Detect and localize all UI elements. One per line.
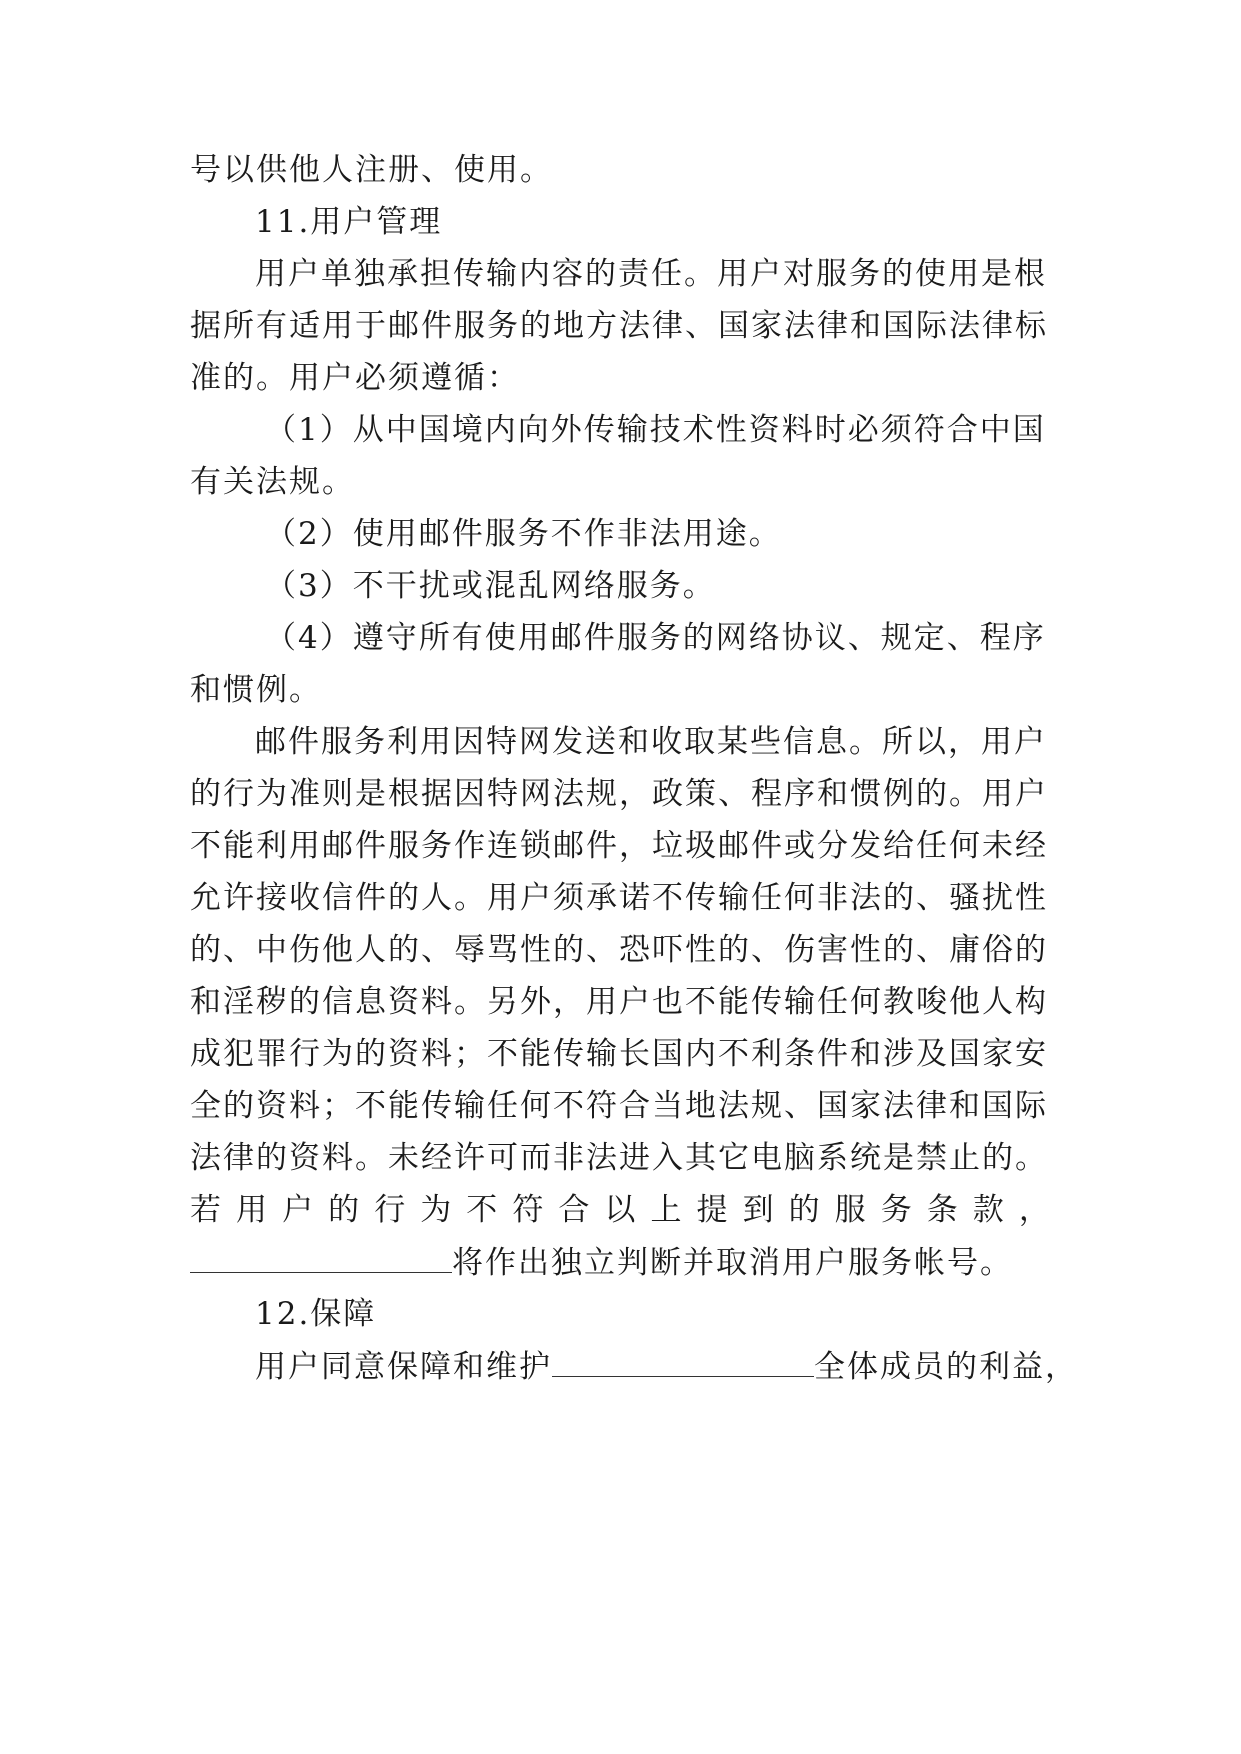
- text-char: 服: [834, 1192, 866, 1228]
- text-line: 用户单独承担传输内容的责任。用户对服务的使用是根: [255, 256, 1047, 292]
- text-char: 款: [972, 1192, 1004, 1228]
- text-fragment: 全体成员的利益，: [814, 1349, 1078, 1385]
- text-char: 到: [742, 1192, 774, 1228]
- text-line: [190, 1242, 1050, 1282]
- text-line: 的、中伤他人的、辱骂性的、恐吓性的、伤害性的、庸俗的: [190, 932, 1048, 968]
- fill-in-blank: [190, 1242, 452, 1273]
- list-item: （3）不干扰或混乱网络服务。: [265, 568, 716, 604]
- text-line: 和惯例。: [190, 672, 322, 708]
- text-line: 准的。用户必须遵循：: [190, 360, 520, 396]
- text-char: 务: [880, 1192, 912, 1228]
- text-line: 有关法规。: [190, 464, 355, 500]
- text-char: ，: [1018, 1192, 1050, 1228]
- text-char: 为: [420, 1192, 452, 1228]
- list-item: （4）遵守所有使用邮件服务的网络协议、规定、程序: [265, 620, 1046, 656]
- text-char: 上: [650, 1192, 682, 1228]
- text-fragment: 用户同意保障和维护: [255, 1349, 552, 1385]
- text-line: 不能利用邮件服务作连锁邮件，垃圾邮件或分发给任何未经: [190, 828, 1048, 864]
- text-char: 条: [926, 1192, 958, 1228]
- text-char: 行: [374, 1192, 406, 1228]
- text-line: 允许接收信件的人。用户须承诺不传输任何非法的、骚扰性: [190, 880, 1048, 916]
- list-item: （1）从中国境内向外传输技术性资料时必须符合中国: [265, 412, 1046, 448]
- text-fragment: 将作出独立判断并取消用户服务帐号。: [452, 1245, 1013, 1281]
- text-line: 据所有适用于邮件服务的地方法律、国家法律和国际法律标: [190, 308, 1048, 344]
- text-char: 的: [788, 1192, 820, 1228]
- text-char: 的: [328, 1192, 360, 1228]
- fill-in-blank: [552, 1346, 814, 1377]
- text-line-spread: [190, 1190, 1050, 1230]
- text-char: 符: [512, 1192, 544, 1228]
- text-line: 邮件服务利用因特网发送和收取某些信息。所以，用户: [255, 724, 1047, 760]
- list-item: （2）使用邮件服务不作非法用途。: [265, 516, 782, 552]
- text-char: 户: [282, 1192, 314, 1228]
- section-heading-guarantee: 12.保障: [255, 1296, 377, 1332]
- text-char: 合: [558, 1192, 590, 1228]
- section-heading-user-management: 11.用户管理: [255, 204, 443, 240]
- text-char: 不: [466, 1192, 498, 1228]
- text-line: 和淫秽的信息资料。另外，用户也不能传输任何教唆他人构: [190, 984, 1048, 1020]
- text-char: 若: [190, 1192, 221, 1228]
- text-char: 提: [696, 1192, 728, 1228]
- text-char: 用: [236, 1192, 268, 1228]
- text-line: 全的资料；不能传输任何不符合当地法规、国家法律和国际: [190, 1088, 1048, 1124]
- text-line: 的行为准则是根据因特网法规，政策、程序和惯例的。用户: [190, 776, 1048, 812]
- text-line: 号以供他人注册、使用。: [190, 152, 553, 188]
- text-line: [255, 1346, 1115, 1386]
- text-char: 以: [604, 1192, 636, 1228]
- text-line: 成犯罪行为的资料；不能传输长国内不利条件和涉及国家安: [190, 1036, 1048, 1072]
- text-line: 法律的资料。未经许可而非法进入其它电脑系统是禁止的。: [190, 1140, 1048, 1176]
